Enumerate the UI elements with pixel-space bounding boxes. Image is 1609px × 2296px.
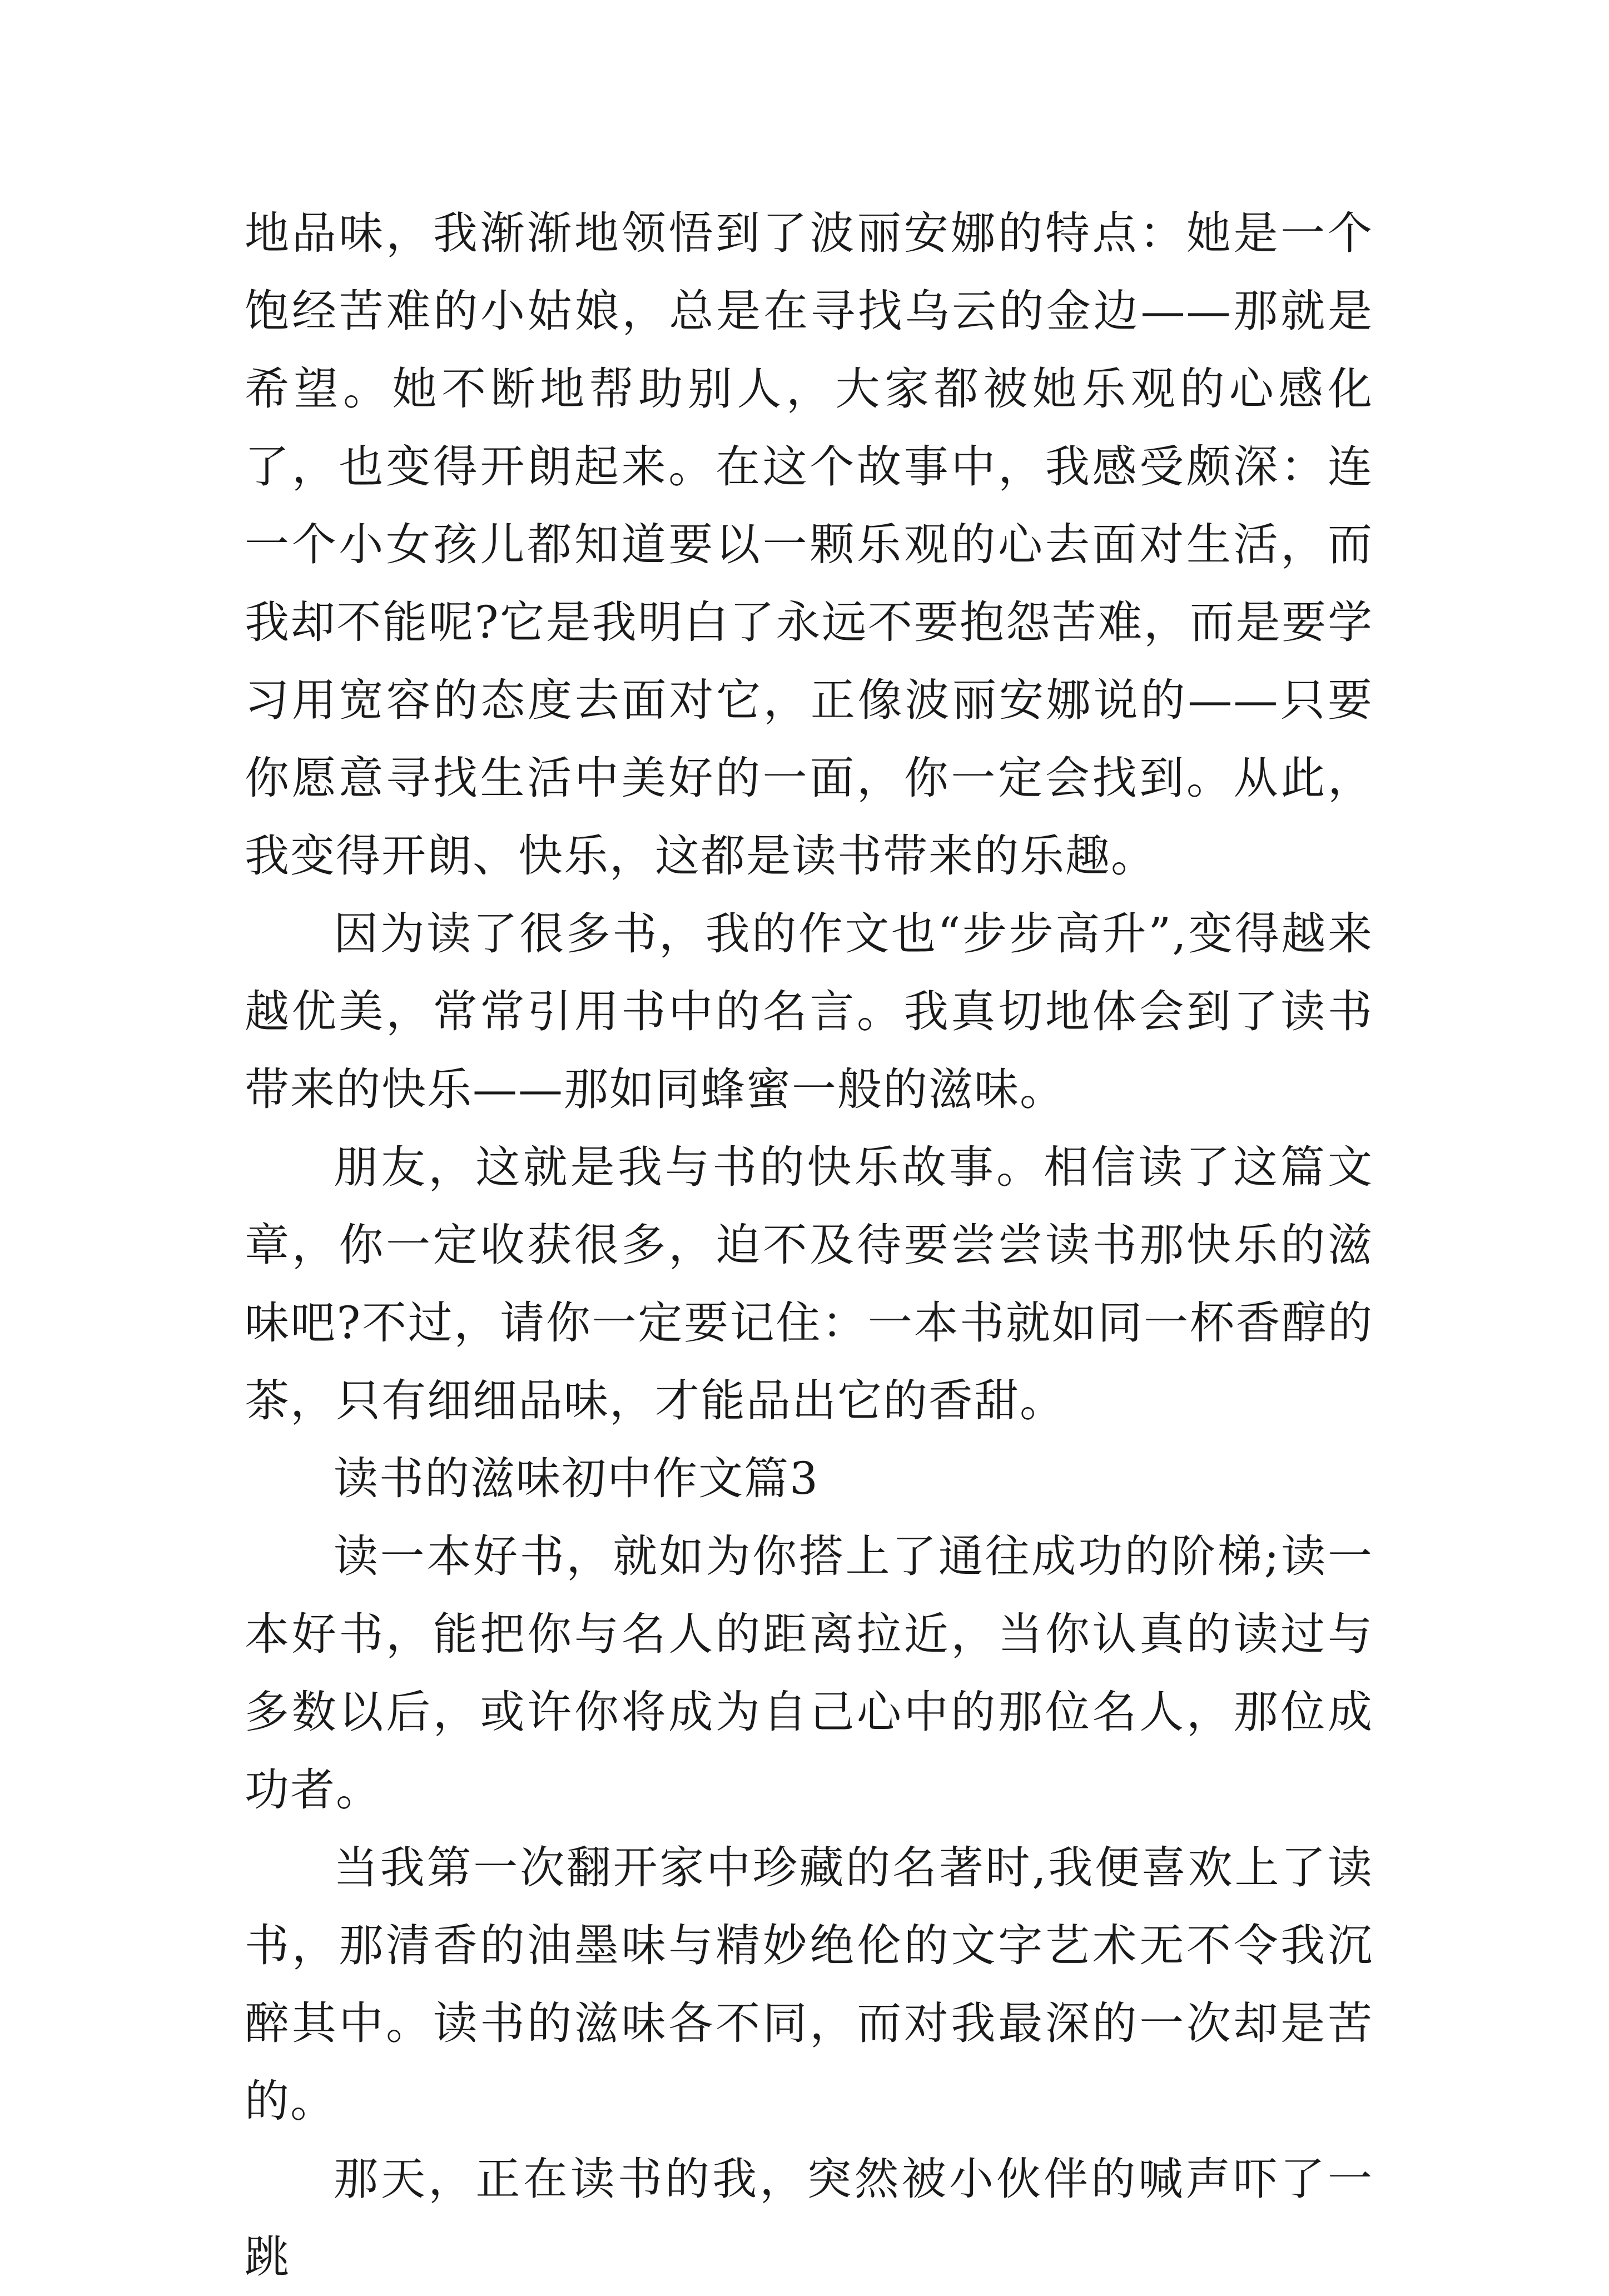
paragraph-first-classic: 当我第一次翻开家中珍藏的名著时,我便喜欢上了读书，那清香的油墨味与精妙绝伦的文字艺术无不令我沉醉其中。读书的滋味各不同，而对我最深的一次却是苦的。 [245, 1842, 1373, 2127]
section-heading: 读书的滋味初中作文篇3 [334, 1453, 819, 1504]
paragraph-good-book: 读一本好书，就如为你搭上了通往成功的阶梯;读一本好书，能把你与名人的距离拉近，当你认真的读过与多数以后，或许你将成为自己心中的那位名人，那位成功者。 [245, 1530, 1373, 1816]
paragraph-friend-message: 朋友，这就是我与书的快乐故事。相信读了这篇文章，你一定收获很多，迫不及待要尝尝读书那快乐的滋味吧?不过，请你一定要记住：一本书就如同一杯香醇的茶，只有细细品味，才能品出它的香甜。 [245, 1141, 1373, 1427]
paragraph-writing-improved: 因为读了很多书，我的作文也“步步高升”,变得越来越优美，常常引用书中的名言。我真切地体会到了读书带来的快乐——那如同蜂蜜一般的滋味。 [245, 908, 1373, 1115]
document-body [245, 195, 1373, 2296]
paragraph-continuation: 地品味，我渐渐地领悟到了波丽安娜的特点：她是一个饱经苦难的小姑娘，总是在寻找乌云的金边——那就是希望。她不断地帮助别人，大家都被她乐观的心感化了，也变得开朗起来。在这个故事中，我感受颇深：连一个小女孩儿都知道要以一颗乐观的心去面对生活，而我却不能呢?它是我明白了永远不要抱怨苦难，而是要学习用宽容的态度去面对它，正像波丽安娜说的——只要你愿意寻找生活中美好的一面，你一定会找到。从此，我变得开朗、快乐，这都是读书带来的乐趣。 [245, 207, 1373, 882]
paragraph-that-day: 那天，正在读书的我，突然被小伙伴的喊声吓了一跳 [245, 2153, 1373, 2283]
